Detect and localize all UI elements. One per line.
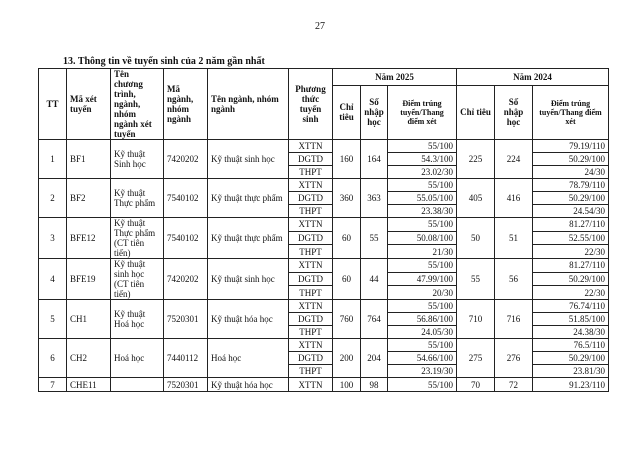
cell-method: DGTD (289, 352, 333, 365)
cell-diem-2024: 22/30 (533, 245, 609, 259)
cell-nhap-hoc-2025: 55 (361, 218, 388, 259)
cell-ma-nganh: 7420202 (164, 140, 208, 179)
cell-chi-tieu-2024: 405 (457, 179, 495, 218)
cell-ma-nganh: 7540102 (164, 179, 208, 218)
cell-chuong-trinh: Kỹ thuật sinh học (CT tiên tiến) (111, 259, 164, 300)
cell-method: DGTD (289, 192, 333, 205)
cell-ma-nganh: 7520301 (164, 300, 208, 339)
header-phuong-thuc: Phương thức tuyển sinh (289, 69, 333, 140)
cell-nhap-hoc-2024: 72 (495, 378, 533, 392)
cell-diem-2024: 51.85/100 (533, 313, 609, 326)
cell-method: THPT (289, 166, 333, 179)
cell-method: DGTD (289, 272, 333, 286)
cell-chi-tieu-2024: 55 (457, 259, 495, 300)
cell-diem-2024: 76.5/110 (533, 339, 609, 352)
cell-nhap-hoc-2025: 764 (361, 300, 388, 339)
cell-ma-xet-tuyen: CHE11 (67, 378, 111, 392)
cell-diem-2024: 81.27/110 (533, 259, 609, 273)
cell-ten-nganh: Hoá học (208, 339, 289, 378)
cell-nhap-hoc-2024: 224 (495, 140, 533, 179)
cell-diem-2025: 47.99/100 (388, 272, 457, 286)
cell-nhap-hoc-2024: 56 (495, 259, 533, 300)
cell-nhap-hoc-2024: 416 (495, 179, 533, 218)
cell-diem-2025: 55/100 (388, 218, 457, 232)
page-number: 27 (315, 21, 325, 32)
cell-method: XTTN (289, 218, 333, 232)
cell-tt: 1 (39, 140, 67, 179)
cell-diem-2024: 50.29/100 (533, 153, 609, 166)
cell-ma-xet-tuyen: BFE19 (67, 259, 111, 300)
cell-nhap-hoc-2025: 98 (361, 378, 388, 392)
header-so-nhap-hoc-2025: Số nhập học (361, 85, 388, 139)
cell-diem-2025: 50.08/100 (388, 231, 457, 245)
cell-chuong-trinh: Kỹ thuật Thực phẩm (111, 179, 164, 218)
cell-nhap-hoc-2024: 716 (495, 300, 533, 339)
admission-table (38, 68, 609, 392)
cell-diem-2025: 23.38/30 (388, 205, 457, 218)
cell-method: XTTN (289, 339, 333, 352)
cell-diem-2024: 23.81/30 (533, 365, 609, 378)
cell-tt: 4 (39, 259, 67, 300)
header-ma-nganh: Mã ngành, nhóm ngành (164, 69, 208, 140)
cell-diem-2025: 20/30 (388, 286, 457, 300)
cell-diem-2024: 50.29/100 (533, 272, 609, 286)
header-chi-tieu-2024: Chỉ tiêu (457, 85, 495, 139)
cell-chi-tieu-2025: 360 (333, 179, 361, 218)
cell-diem-2025: 55/100 (388, 140, 457, 153)
cell-ten-nganh: Kỹ thuật hóa học (208, 300, 289, 339)
table-row (39, 140, 609, 153)
cell-diem-2024: 24.54/30 (533, 205, 609, 218)
table-row (39, 259, 609, 273)
cell-method: DGTD (289, 153, 333, 166)
cell-ten-nganh: Kỹ thuật sinh học (208, 140, 289, 179)
cell-tt: 3 (39, 218, 67, 259)
cell-diem-2024: 79.19/110 (533, 140, 609, 153)
table-row (39, 300, 609, 313)
cell-chi-tieu-2024: 225 (457, 140, 495, 179)
cell-method: THPT (289, 286, 333, 300)
cell-ten-nganh: Kỹ thuật thực phẩm (208, 218, 289, 259)
cell-diem-2024: 78.79/110 (533, 179, 609, 192)
cell-chuong-trinh: Kỹ thuật Sinh học (111, 140, 164, 179)
header-diem-2025: Điểm trúng tuyển/Thang điểm xét (388, 85, 457, 139)
cell-method: DGTD (289, 231, 333, 245)
cell-method: XTTN (289, 259, 333, 273)
cell-ma-xet-tuyen: CH1 (67, 300, 111, 339)
cell-diem-2025: 55/100 (388, 378, 457, 392)
cell-chi-tieu-2024: 710 (457, 300, 495, 339)
cell-diem-2025: 54.66/100 (388, 352, 457, 365)
cell-diem-2025: 56.86/100 (388, 313, 457, 326)
cell-method: THPT (289, 245, 333, 259)
cell-nhap-hoc-2024: 276 (495, 339, 533, 378)
cell-diem-2024: 22/30 (533, 286, 609, 300)
cell-nhap-hoc-2025: 204 (361, 339, 388, 378)
cell-ma-nganh: 7540102 (164, 218, 208, 259)
cell-tt: 6 (39, 339, 67, 378)
cell-method: THPT (289, 205, 333, 218)
cell-method: XTTN (289, 378, 333, 392)
header-tt: TT (39, 69, 67, 140)
header-year-2025: Năm 2025 (333, 69, 457, 86)
cell-ma-xet-tuyen: CH2 (67, 339, 111, 378)
table-row (39, 339, 609, 352)
cell-diem-2025: 55.05/100 (388, 192, 457, 205)
cell-diem-2024: 81.27/110 (533, 218, 609, 232)
cell-ma-xet-tuyen: BFE12 (67, 218, 111, 259)
cell-ten-nganh: Kỹ thuật sinh học (208, 259, 289, 300)
header-so-nhap-hoc-2024: Số nhập học (495, 85, 533, 139)
cell-chi-tieu-2025: 60 (333, 259, 361, 300)
table-row (39, 218, 609, 232)
cell-chuong-trinh: Hoá học (111, 339, 164, 378)
cell-ma-xet-tuyen: BF2 (67, 179, 111, 218)
cell-tt: 2 (39, 179, 67, 218)
cell-diem-2024: 50.29/100 (533, 192, 609, 205)
cell-ma-xet-tuyen: BF1 (67, 140, 111, 179)
cell-chi-tieu-2025: 760 (333, 300, 361, 339)
cell-nhap-hoc-2025: 363 (361, 179, 388, 218)
cell-diem-2025: 55/100 (388, 339, 457, 352)
cell-tt: 5 (39, 300, 67, 339)
header-diem-2024: Điểm trúng tuyển/Thang điểm xét (533, 85, 609, 139)
cell-method: XTTN (289, 179, 333, 192)
cell-ma-nganh: 7420202 (164, 259, 208, 300)
cell-ma-nganh: 7440112 (164, 339, 208, 378)
header-year-2024: Năm 2024 (457, 69, 609, 86)
cell-method: THPT (289, 326, 333, 339)
cell-chuong-trinh (111, 378, 164, 392)
cell-diem-2025: 55/100 (388, 179, 457, 192)
cell-nhap-hoc-2025: 44 (361, 259, 388, 300)
cell-chi-tieu-2024: 275 (457, 339, 495, 378)
cell-diem-2025: 23.19/30 (388, 365, 457, 378)
table-row (39, 179, 609, 192)
cell-ma-nganh: 7520301 (164, 378, 208, 392)
cell-diem-2025: 55/100 (388, 259, 457, 273)
cell-diem-2024: 24.38/30 (533, 326, 609, 339)
cell-diem-2024: 24/30 (533, 166, 609, 179)
cell-diem-2025: 54.3/100 (388, 153, 457, 166)
cell-nhap-hoc-2025: 164 (361, 140, 388, 179)
header-ten-nganh: Tên ngành, nhóm ngành (208, 69, 289, 140)
cell-chi-tieu-2025: 60 (333, 218, 361, 259)
cell-diem-2025: 24.05/30 (388, 326, 457, 339)
cell-chi-tieu-2025: 160 (333, 140, 361, 179)
cell-method: THPT (289, 365, 333, 378)
cell-diem-2024: 91.23/110 (533, 378, 609, 392)
cell-diem-2025: 55/100 (388, 300, 457, 313)
cell-chi-tieu-2024: 70 (457, 378, 495, 392)
header-ten-chuong-trinh: Tên chương trình, ngành, nhóm ngành xét tuyển (111, 69, 164, 140)
header-chi-tieu-2025: Chỉ tiêu (333, 85, 361, 139)
cell-diem-2025: 21/30 (388, 245, 457, 259)
header-ma-xet-tuyen: Mã xét tuyển (67, 69, 111, 140)
cell-method: XTTN (289, 140, 333, 153)
cell-chuong-trinh: Kỹ thuật Hoá học (111, 300, 164, 339)
cell-ten-nganh: Kỹ thuật thực phẩm (208, 179, 289, 218)
cell-tt: 7 (39, 378, 67, 392)
cell-diem-2024: 52.55/100 (533, 231, 609, 245)
cell-chuong-trinh: Kỹ thuật Thực phẩm (CT tiên tiến) (111, 218, 164, 259)
section-title: 13. Thông tin về tuyển sinh của 2 năm gần nhất (63, 56, 265, 67)
cell-diem-2024: 50.29/100 (533, 352, 609, 365)
cell-chi-tieu-2025: 100 (333, 378, 361, 392)
cell-chi-tieu-2024: 50 (457, 218, 495, 259)
cell-method: DGTD (289, 313, 333, 326)
cell-method: XTTN (289, 300, 333, 313)
cell-nhap-hoc-2024: 51 (495, 218, 533, 259)
cell-ten-nganh: Kỹ thuật hóa học (208, 378, 289, 392)
cell-chi-tieu-2025: 200 (333, 339, 361, 378)
table-row (39, 378, 609, 392)
cell-diem-2025: 23.02/30 (388, 166, 457, 179)
cell-diem-2024: 76.74/110 (533, 300, 609, 313)
